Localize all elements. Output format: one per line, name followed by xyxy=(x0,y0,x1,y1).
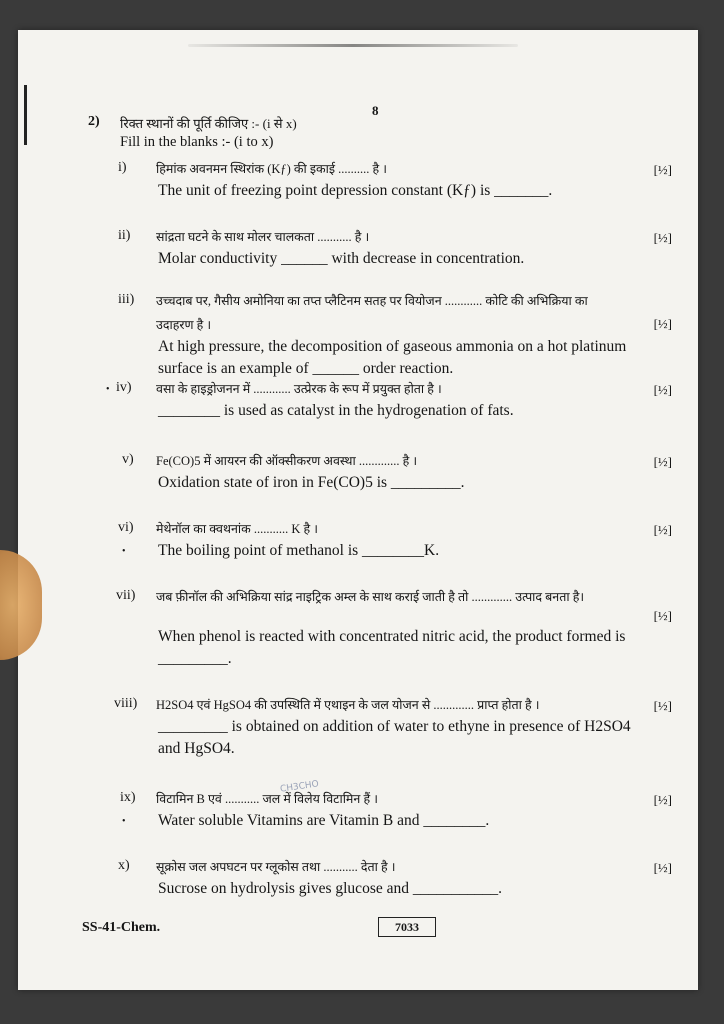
item-marks: [½] xyxy=(653,860,672,875)
paper-number-box: 7033 xyxy=(378,917,436,937)
item-marks: [½] xyxy=(653,382,672,397)
item-number: iv) xyxy=(116,380,132,395)
item-marks: [½] xyxy=(653,792,672,807)
item-english-line2: and HgSO4. xyxy=(158,740,235,757)
dot-mark: • xyxy=(106,384,110,395)
item-marks: [½] xyxy=(653,608,672,623)
item-number: x) xyxy=(118,858,130,873)
item-marks: [½] xyxy=(653,454,672,469)
item-hindi: सूक्रोस जल अपघटन पर ग्लूकोस तथा ........... देता है । xyxy=(156,860,396,874)
item-english: ________ is used as catalyst in the hydrogenation of fats. xyxy=(158,402,514,419)
item-number: ix) xyxy=(120,790,136,805)
item-number: i) xyxy=(118,160,127,175)
item-hindi: मेथेनॉल का क्वथनांक ........... K है । xyxy=(156,522,319,536)
item-hindi: H2SO4 एवं HgSO4 की उपस्थिति में एथाइन के जल योजन से ............. प्राप्त होता है । xyxy=(156,698,540,712)
item-marks: [½] xyxy=(653,316,672,331)
item-english: When phenol is reacted with concentrated nitric acid, the product formed is xyxy=(158,628,626,645)
item-hindi: विटामिन B एवं ........... जल में विलेय विटामिन हैं । xyxy=(156,792,378,806)
dot-mark: • xyxy=(122,816,126,827)
item-number: vii) xyxy=(116,588,136,603)
item-hindi: सांद्रता घटने के साथ मोलर चालकता ........... है । xyxy=(156,230,370,244)
item-number: v) xyxy=(122,452,134,467)
question-heading-hindi: रिक्त स्थानों की पूर्ति कीजिए :- (i से x) xyxy=(120,116,297,131)
item-english-line2: surface is an example of ______ order reaction. xyxy=(158,360,454,377)
item-marks: [½] xyxy=(653,698,672,713)
item-hindi: Fe(CO)5 में आयरन की ऑक्सीकरण अवस्था ............. है । xyxy=(156,454,418,468)
item-english: Molar conductivity ______ with decrease in concentration. xyxy=(158,250,525,267)
dot-mark: • xyxy=(122,546,126,557)
item-english: Sucrose on hydrolysis gives glucose and ___________. xyxy=(158,880,502,897)
item-english: The unit of freezing point depression constant (Kƒ) is _______. xyxy=(158,182,553,199)
item-english: Water soluble Vitamins are Vitamin B and ________. xyxy=(158,812,490,829)
item-hindi-line2: उदाहरण है । xyxy=(156,318,212,332)
item-english: The boiling point of methanol is ________K. xyxy=(158,542,440,559)
item-number: iii) xyxy=(118,292,135,307)
item-english: At high pressure, the decomposition of gaseous ammonia on a hot platinum xyxy=(158,338,627,355)
question-number: 2) xyxy=(88,114,100,129)
item-hindi: उच्चदाब पर, गैसीय अमोनिया का तप्त प्लैटिनम सतह पर वियोजन ............ कोटि की अभिक्रिया का xyxy=(156,294,588,308)
exam-page xyxy=(18,30,698,990)
item-english-line2: _________. xyxy=(158,650,232,667)
page-fold-shadow xyxy=(188,44,518,47)
page-number: 8 xyxy=(372,103,379,118)
item-marks: [½] xyxy=(653,230,672,245)
item-hindi: जब फ़ीनॉल की अभिक्रिया सांद्र नाइट्रिक अम्ल के साथ कराई जाती है तो ............. उत्पाद बनता है। xyxy=(156,590,585,604)
item-number: viii) xyxy=(114,696,138,711)
thumb-shadow xyxy=(0,550,42,660)
margin-mark xyxy=(24,85,27,145)
question-heading-english: Fill in the blanks :- (i to x) xyxy=(120,134,274,150)
pencil-annotation: CH3CHO xyxy=(279,779,320,795)
paper-code: SS-41-Chem. xyxy=(82,920,161,935)
item-number: vi) xyxy=(118,520,134,535)
item-english: Oxidation state of iron in Fe(CO)5 is _________. xyxy=(158,474,465,491)
item-marks: [½] xyxy=(653,522,672,537)
item-english: _________ is obtained on addition of water to ethyne in presence of H2SO4 xyxy=(158,718,631,735)
item-number: ii) xyxy=(118,228,131,243)
item-marks: [½] xyxy=(653,162,672,177)
item-hindi: वसा के हाइड्रोजनन में ............ उत्प्रेरक के रूप में प्रयुक्त होता है । xyxy=(156,382,442,396)
item-hindi: हिमांक अवनमन स्थिरांक (Kƒ) की इकाई .......... है । xyxy=(156,162,388,176)
